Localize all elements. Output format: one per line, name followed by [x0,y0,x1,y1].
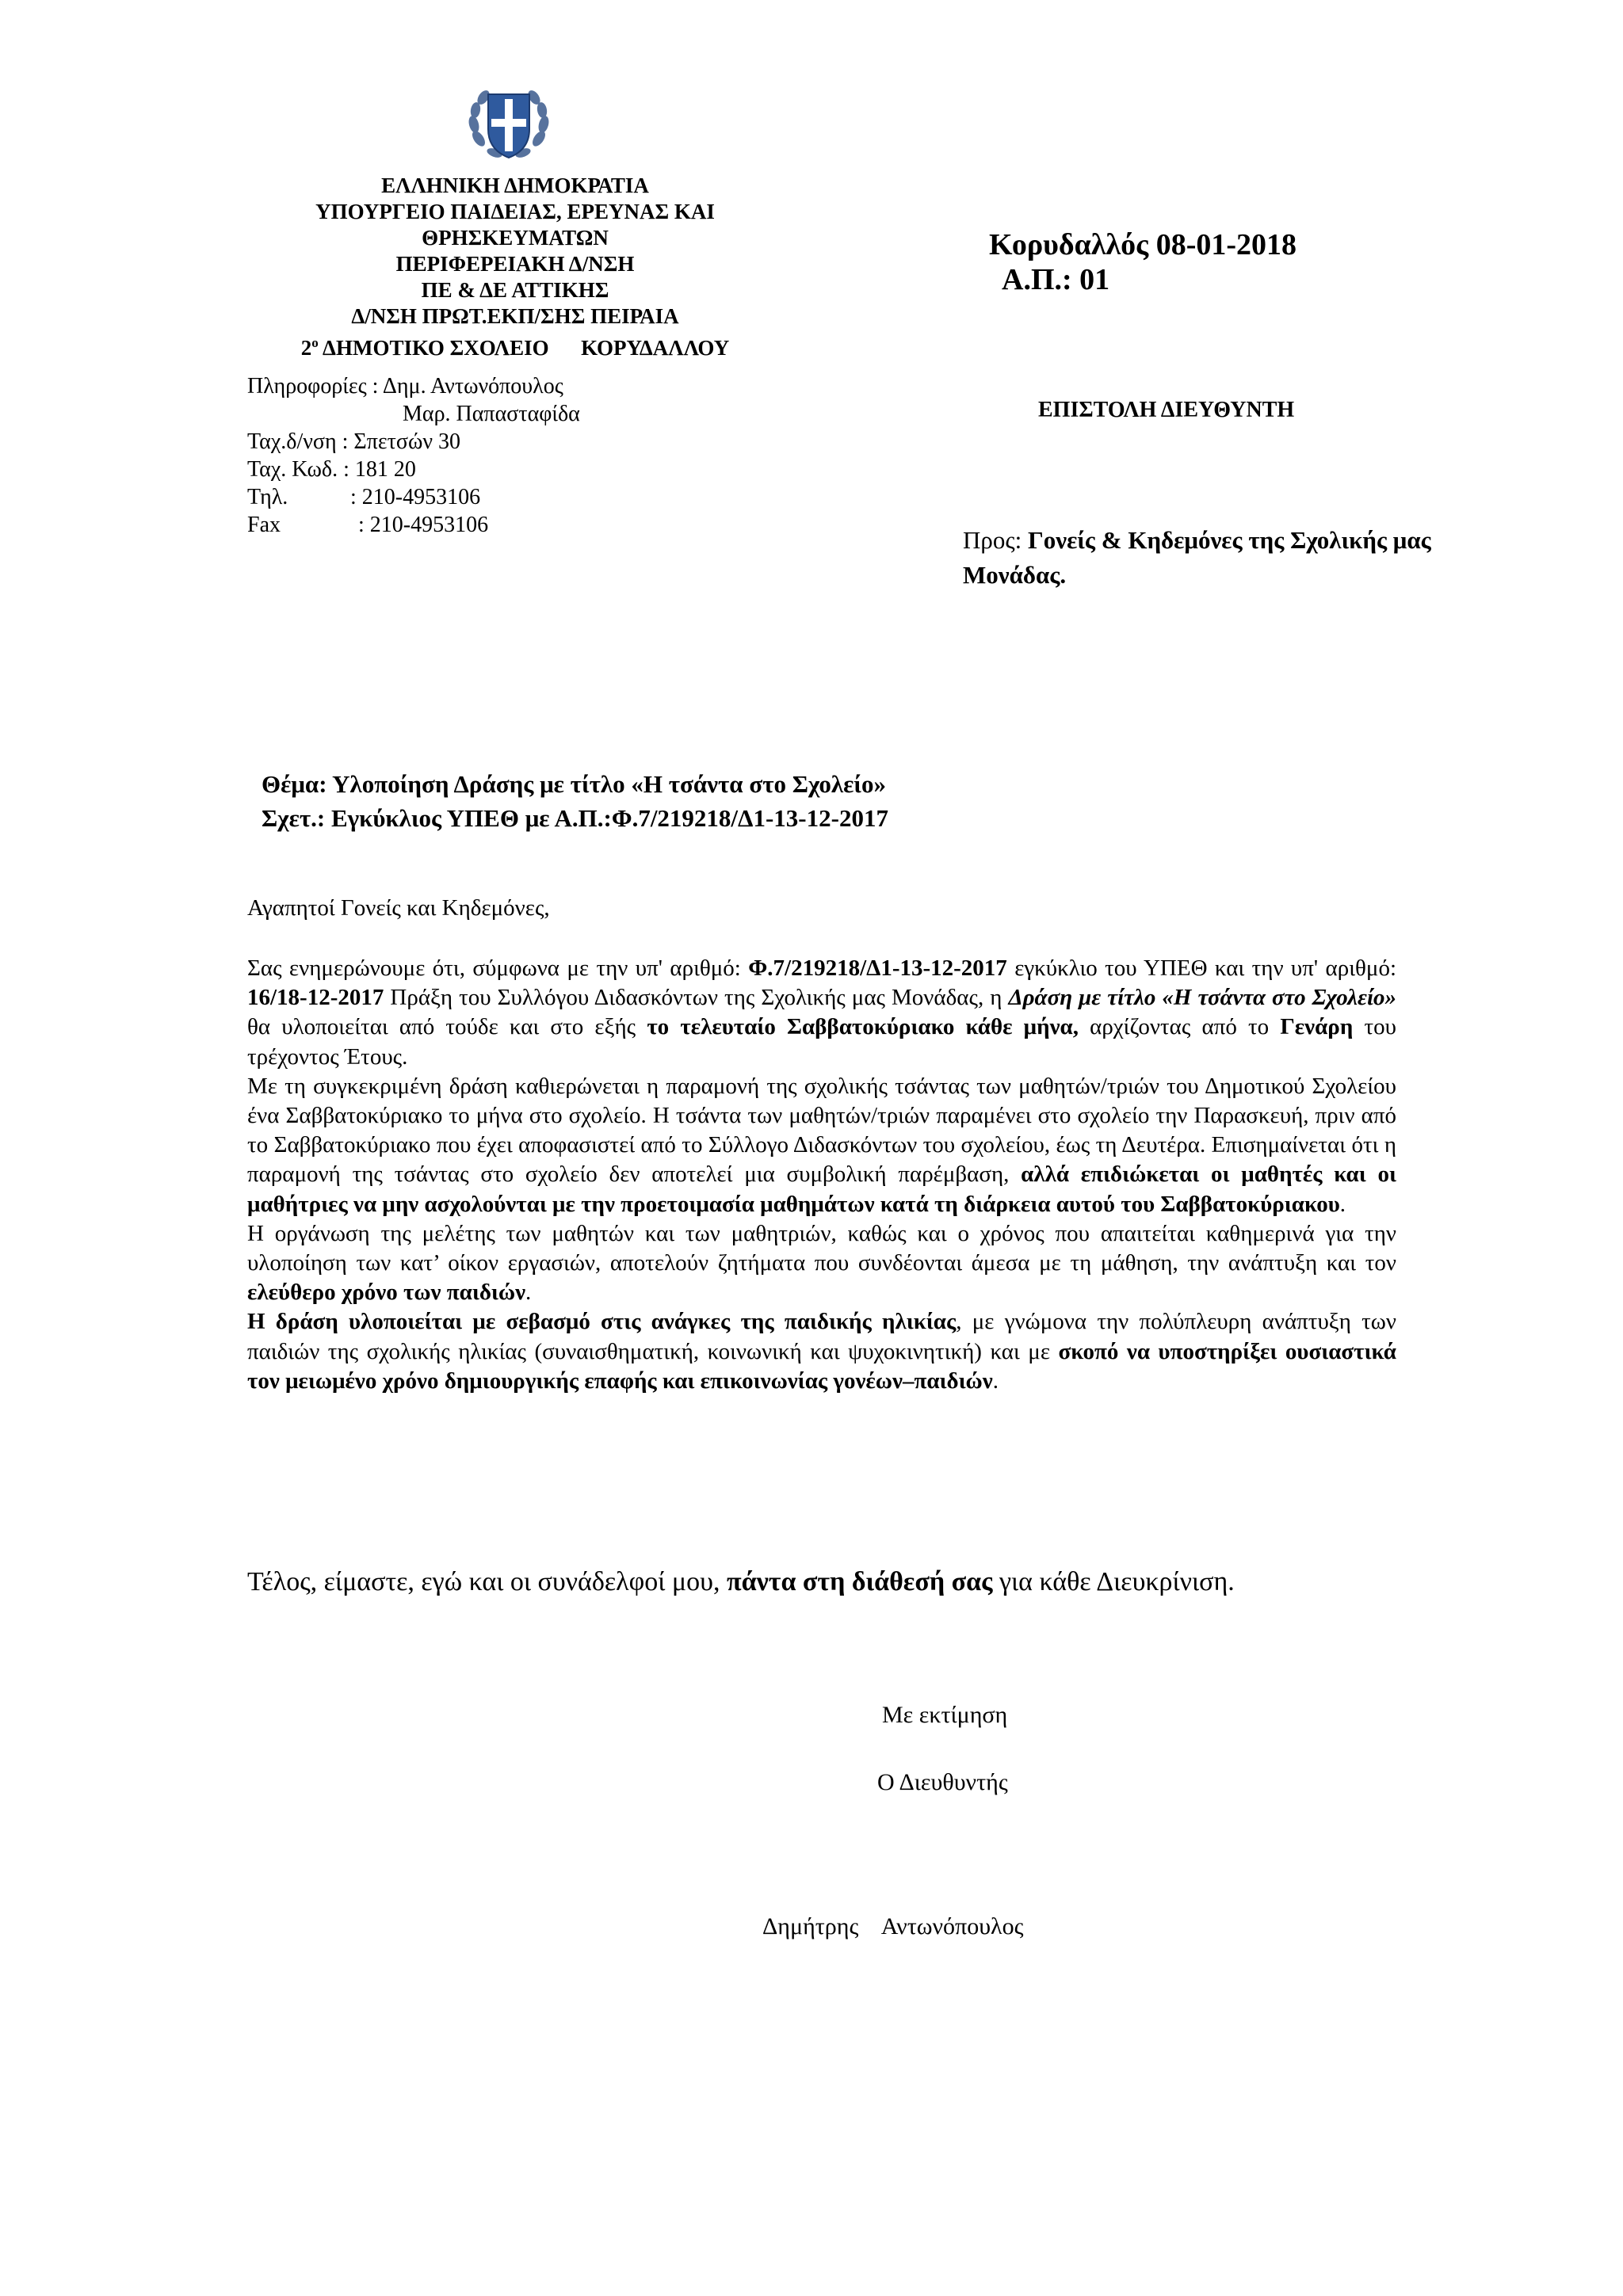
contact-info [247,372,580,539]
greeting: Αγαπητοί Γονείς και Κηδεμόνες, [247,895,550,921]
ministry-name-cont: ΘΡΗΣΚΕΥΜΑΤΩΝ [422,226,609,250]
protocol-number: Α.Π.: 01 [1002,263,1110,296]
regional-directorate: ΠΕΡΙΦΕΡΕΙΑΚΗ Δ/ΝΣΗ [395,252,635,276]
education-directorate: Δ/ΝΣΗ ΠΡΩΤ.ΕΚΠ/ΣΗΣ ΠΕΙΡΑΙΑ [351,304,679,328]
ministry-name: ΥΠΟΥΡΓΕΙΟ ΠΑΙΔΕΙΑΣ, ΕΡΕΥΝΑΣ ΚΑΙ [315,200,715,223]
body-paragraph-1: Σας ενημερώνουμε ότι, σύμφωνα με την υπ' αριθμό: Φ.7/219218/Δ1-13-12-2017 εγκύκλιο του ΥΠΕΘ και την υπ' αριθμό: 16/18-12-2017 Πράξη του Συλλόγου Διδασκόντων της Σχολικής μας Μονάδας, η Δράση με τίτλο «Η τσάντα στο Σχολείο» θα υλοποιείται από τούδε και στο εξής το τελευταίο Σαββατοκύριακο κάθε μήνα, αρχίζοντας από το Γενάρη του τρέχοντος Έτους. [247,955,1397,1070]
body-paragraph-3: Η οργάνωση της μελέτης των μαθητών και των μαθητριών, καθώς και ο χρόνος που απαιτείται καθημερινά για την υλοποίηση των κατ’ οίκον εργασιών, αποτελούν ζητήματα που συνδέονται άμεσα με τη μάθηση, την ανάπτυξη και τον ελεύθερο χρόνο των παιδιών. [247,1220,1396,1306]
letter-body [247,954,1396,1396]
subject-line: Θέμα: Υλοποίηση Δράσης με τίτλο «Η τσάντα στο Σχολείο» [262,770,887,798]
recipient: Προς: Γονείς & Κηδεμόνες της Σχολικής μας Μονάδας. [963,526,1431,589]
country-name: ΕΛΛΗΝΙΚΗ ΔΗΜΟΚΡΑΤΙΑ [381,174,649,197]
fax-row: Fax : 210-4953106 [247,513,489,537]
reference-line: Σχετ.: Εγκύκλιος ΥΠΕΘ με Α.Π.:Φ.7/219218/Δ1-13-12-2017 [262,804,888,832]
body-paragraph-4: Η δράση υλοποιείται με σεβασμό στις ανάγκες της παιδικής ηλικίας, με γνώμονα την πολύπλευρη ανάπτυξη των παιδιών της σχολικής ηλικίας (συναισθηματική, κοινωνική και ψυχοκινητική) και με σκοπό να υποστηρίξει ουσιαστικά τον μειωμένο χρόνο δημιουργικής επαφής και επικοινωνίας γονέων–παιδιών. [247,1309,1397,1394]
signatory-title: Ο Διευθυντής [877,1769,1008,1795]
region-name: ΠΕ & ΔΕ ΑΤΤΙΚΗΣ [421,278,609,302]
place-date: Κορυδαλλός 08-01-2018 [989,228,1296,261]
address: Ταχ.δ/νση : Σπετσών 30 [247,429,461,454]
closing-sentence: Τέλος, είμαστε, εγώ και οι συνάδελφοί μου, πάντα στη διάθεσή σας για κάθε Διευκρίνιση. [247,1567,1235,1596]
body-paragraph-2: Με τη συγκεκριμένη δράση καθιερώνεται η παραμονή της σχολικής τσάντας των μαθητών/τριών του Δημοτικού Σχολείου ένα Σαββατοκύριακο το μήνα στο σχολείο. Η τσάντα των μαθητών/τριών παραμένει στο σχολείο την Παρασκευή, πριν από το Σαββατοκύριακο που έχει αποφασιστεί από το Σύλλογο Διδασκόντων του σχολείου, έως τη Δευτέρα. Επισημαίνεται ότι η παραμονή της τσάντας στο σχολείο δεν αποτελεί μια συμβολική παρέμβαση, αλλά επιδιώκεται οι μαθητές και οι μαθήτριες να μην ασχολούνται με την προετοιμασία μαθημάτων κατά τη διάρκεια αυτού του Σαββατοκύριακου. [247,1073,1396,1217]
subject-block [262,767,888,835]
postcode: Ταχ. Κωδ. : 181 20 [247,457,416,482]
info-contact-person-2: Μαρ. Παπασταφίδα [403,402,580,426]
regards: Με εκτίμηση [882,1702,1008,1728]
letter-type: ΕΠΙΣΤΟΛΗ ΔΙΕΥΘΥΝΤΗ [1038,398,1295,422]
info-contact-person: Πληροφορίες : Δημ. Αντωνόπουλος [247,374,563,399]
phone-row: Τηλ. : 210-4953106 [247,485,481,509]
greek-coat-of-arms-emblem [461,83,556,166]
letterhead [238,173,792,361]
school-name: $2^o$ ΔΗΜΟΤΙΚΟ ΣΧΟΛΕΙΟ ΚΟΡΥΔΑΛΛΟΥ [300,335,730,360]
signatory-name: Δημήτρης Αντωνόπουλος [762,1913,1024,1939]
place-date-block [989,227,1296,297]
